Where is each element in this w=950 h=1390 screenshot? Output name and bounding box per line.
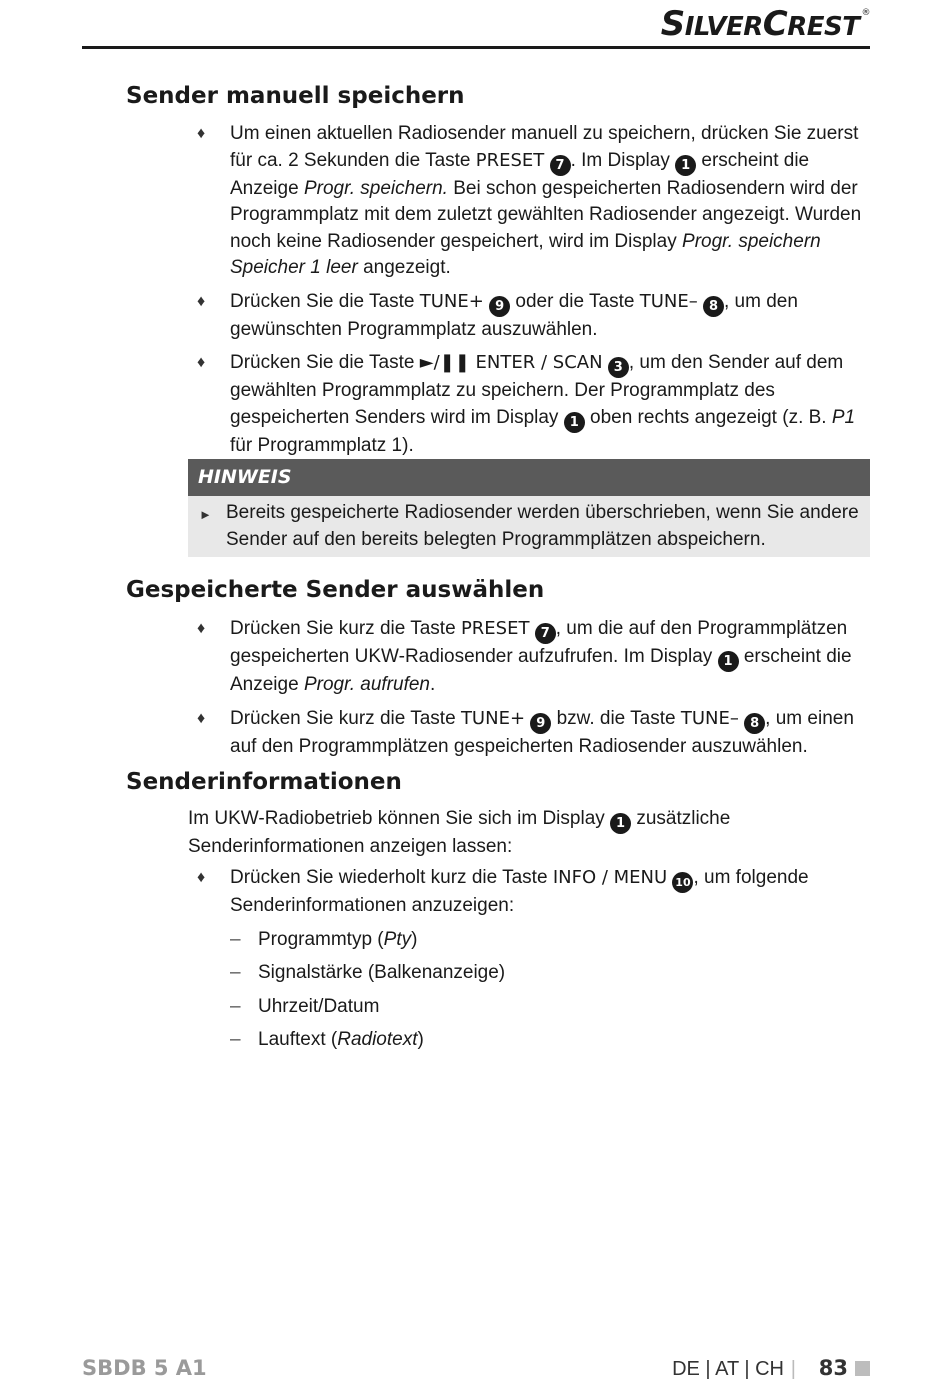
note-heading: HINWEIS xyxy=(188,459,870,496)
button-number-badge: 7 xyxy=(535,623,556,644)
dash-bullet-icon: – xyxy=(230,1029,241,1050)
display-number-badge: 1 xyxy=(564,412,585,433)
bullet-list-manual-save xyxy=(188,121,870,466)
footer-separator: | xyxy=(790,1358,796,1380)
intro-paragraph: Im UKW-Radiobetrieb können Sie sich im Display 1 zusätzliche Senderinformationen anzeigen lassen: xyxy=(188,808,731,857)
dash-bullet-icon: – xyxy=(230,962,241,983)
sub-list-item: – Lauftext (Radiotext) xyxy=(188,1027,870,1054)
header-rule xyxy=(82,46,870,49)
dash-bullet-icon: – xyxy=(230,928,241,950)
list-item: ♦ Drücken Sie kurz die Taste PRESET 7 , um die auf den Programmplätzen gespeicherten UKW-Radiosender aufzufrufen. Im Display 1 erscheint die Anzeige Progr. aufrufen. xyxy=(197,618,852,695)
sub-list-item: – Uhrzeit/Datum xyxy=(188,994,870,1021)
section-title-select-stations: Gespeicherte Sender auswählen xyxy=(126,577,545,603)
sub-list-item: – Signalstärke (Balkenanzeige) xyxy=(188,960,870,987)
model-number: SBDB 5 A1 xyxy=(82,1356,207,1380)
language-codes: DE | AT | CH xyxy=(672,1358,784,1380)
list-item: ♦ Drücken Sie die Taste TUNE+ 9 oder die Taste TUNE– 8 , um den gewünschten Programmplatz auszuwählen. xyxy=(197,290,798,340)
display-number-badge: 1 xyxy=(610,813,631,834)
note-body: ► Bereits gespeicherte Radiosender werden überschrieben, wenn Sie andere Sender auf den bereits belegten Programmplätzen abspeichern. xyxy=(188,496,870,557)
brand-logo: SILVERCREST ® xyxy=(660,4,870,44)
page-marker-square xyxy=(855,1361,870,1376)
display-number-badge: 1 xyxy=(718,651,739,672)
button-number-badge: 8 xyxy=(703,296,724,317)
bullet-list-station-info xyxy=(188,865,870,1061)
dash-bullet-icon: – xyxy=(230,995,241,1017)
triangle-bullet-icon: ► xyxy=(199,507,212,522)
button-number-badge: 7 xyxy=(550,155,571,176)
section-title-station-info: Senderinformationen xyxy=(126,769,402,795)
page-footer xyxy=(82,1356,870,1390)
section-title-manual-save: Sender manuell speichern xyxy=(126,83,465,109)
diamond-bullet-icon: ♦ xyxy=(197,354,206,371)
page-number: 83 xyxy=(818,1356,848,1380)
diamond-bullet-icon: ♦ xyxy=(197,125,206,142)
button-number-badge: 9 xyxy=(530,713,551,734)
diamond-bullet-icon: ♦ xyxy=(197,292,206,310)
display-number-badge: 1 xyxy=(675,155,696,176)
sub-list-item: – Programmtyp (Pty) xyxy=(188,927,870,954)
note-box xyxy=(188,459,870,557)
list-item: ♦ Um einen aktuellen Radiosender manuell zu speichern, drücken Sie zuerst für ca. 2 Sekunden die Taste PRESET 7 . Im Display 1 erscheint die Anzeige Progr. speichern. Bei schon gespeicherten Radiosendern wird der Programmplatz mit dem zuletzt gewählten Radiosender angezeigt. Wurden noch keine Radiosender gespeichert, wird im Display Progr. speichern Speicher 1 leer angezeigt. xyxy=(197,123,862,278)
diamond-bullet-icon: ♦ xyxy=(197,869,206,886)
button-number-badge: 3 xyxy=(608,357,629,378)
button-number-badge: 10 xyxy=(672,872,693,893)
list-item: ♦ Drücken Sie wiederholt kurz die Taste INFO / MENU 10 , um folgende Senderinformationen anzuzeigen: xyxy=(197,867,809,916)
diamond-bullet-icon: ♦ xyxy=(197,709,206,727)
bullet-list-select-stations xyxy=(188,616,870,767)
button-number-badge: 8 xyxy=(744,713,765,734)
list-item: ♦ Drücken Sie kurz die Taste TUNE+ 9 bzw. die Taste TUNE– 8 , um einen auf den Programmplätzen gespeicherten Radiosender auszuwählen. xyxy=(197,707,854,757)
list-item: ♦ Drücken Sie die Taste ►/❚❚ ENTER / SCAN 3 , um den Sender auf dem gewählten Programmplatz zu speichern. Der Programmplatz des gespeicherten Senders wird im Display 1 oben rechts angezeigt (z. B. P1 für Programmplatz 1). xyxy=(197,352,856,456)
diamond-bullet-icon: ♦ xyxy=(197,620,206,637)
button-number-badge: 9 xyxy=(489,296,510,317)
